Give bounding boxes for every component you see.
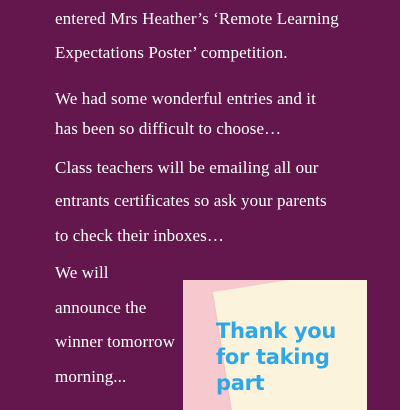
entries-line-2: has been so difficult to choose…	[55, 119, 282, 138]
intro-line-1: entered Mrs Heather’s ‘Remote Learning	[55, 9, 339, 28]
announce-line-4: morning...	[55, 367, 127, 386]
teachers-line-3: to check their inboxes…	[55, 226, 224, 245]
card-line-2: for taking	[216, 345, 330, 369]
card-message	[216, 318, 336, 396]
teachers-line-1: Class teachers will be emailing all our	[55, 158, 319, 177]
teachers-line-2: entrants certificates so ask your parents	[55, 191, 327, 210]
entries-line-1: We had some wonderful entries and it	[55, 89, 316, 108]
announce-line-2: announce the	[55, 298, 147, 317]
announce-line-1: We will	[55, 263, 109, 282]
card-line-1: Thank you	[216, 319, 337, 343]
card-line-3: part	[216, 371, 265, 395]
intro-line-2: Expectations Poster’ competition.	[55, 43, 288, 62]
announce-line-3: winner tomorrow	[55, 332, 176, 351]
thank-you-card	[183, 280, 367, 410]
